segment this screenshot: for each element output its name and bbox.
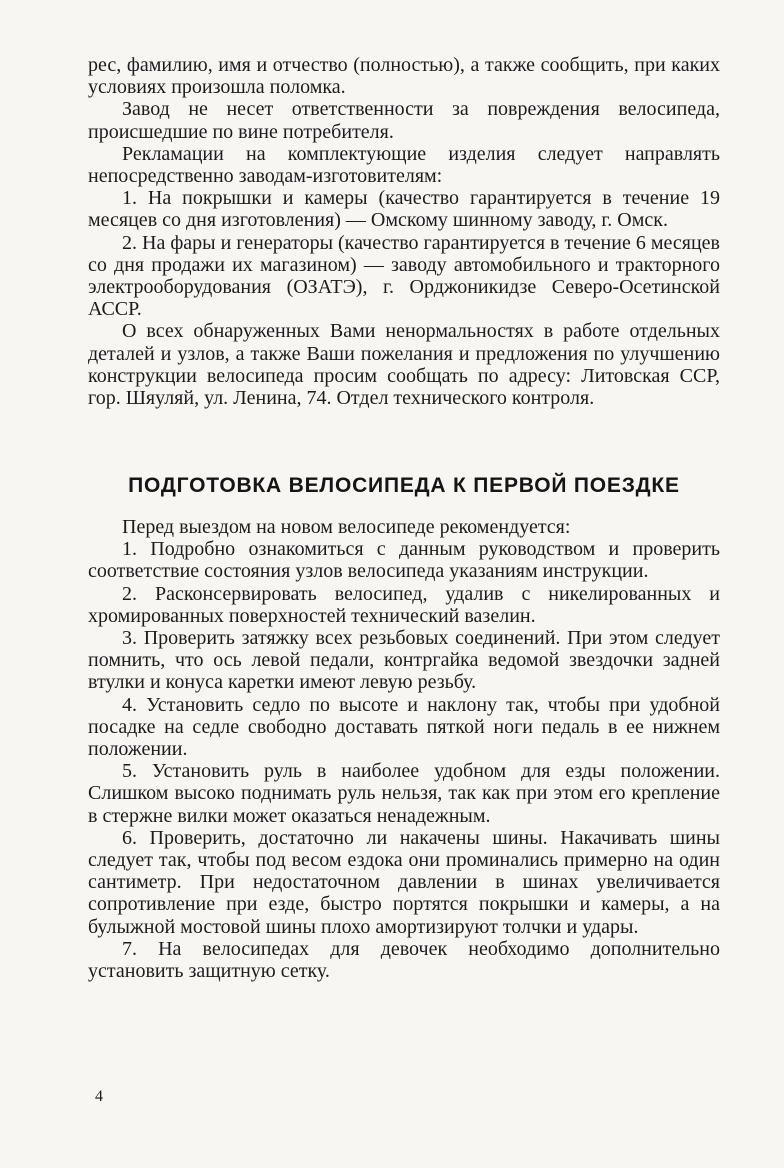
page-number: 4 (95, 1088, 103, 1105)
list-item-adjust-saddle: 4. Установить седло по высоте и наклону так, чтобы при удобной посадке на седле свободно доставать пяткой ноги педаль в ее нижнем положении. (88, 693, 720, 761)
list-item-adjust-handlebar: 5. Установить руль в наиболее удобном для езды положении. Слишком высоко поднимать руль нельзя, так как при этом его крепление в стержне вилки может оказаться ненадежным. (88, 760, 720, 827)
paragraph-preparation-intro: Перед выездом на новом велосипеде рекомендуется: (122, 516, 571, 538)
paragraph-liability: Завод не несет ответственности за повреждения велосипеда, происшедшие по вине потребителя. (88, 98, 720, 143)
paragraph-claims-tires: 1. На покрышки и камеры (качество гарантируется в течение 19 месяцев со дня изготовления) — Омскому шинному заводу, г. Омск. (88, 187, 720, 232)
paragraph-address-continuation: рес, фамилию, имя и отчество (полностью), а также сообщить, при каких условиях произошла поломка. (88, 54, 720, 99)
warranty-section (88, 54, 720, 409)
paragraph-claims-headlights: 2. На фары и генераторы (качество гарантируется в течение 6 месяцев со дня продажи их магазином) — заводу автомобильного и тракторного электрооборудования (ОЗАТЭ), г. Орджоникидзе Северо-Осетинской АССР. (88, 231, 720, 321)
list-item-check-threads: 3. Проверить затяжку всех резьбовых соединений. При этом следует помнить, что ось левой педали, контргайка ведомой звездочки задней втулки и конуса каретки имеют левую резьбу. (88, 627, 720, 694)
list-item-remove-grease: 2. Расконсервировать велосипед, удалив с никелированных и хромированных поверхностей технический вазелин. (88, 582, 720, 627)
list-item-install-guard: 7. На велосипедах для девочек необходимо дополнительно установить защитную сетку. (88, 937, 720, 983)
list-item-read-manual: 1. Подробно ознакомиться с данным руководством и проверить соответствие состояния узлов велосипеда указаниям инструкции. (88, 538, 720, 583)
paragraph-feedback-address: О всех обнаруженных Вами ненормальностях в работе отдельных деталей и узлов, а также Ваши пожелания и предложения по улучшению конструкции велосипеда просим сообщать по адресу: Литовская ССР, гор. Шяуляй, ул. Ленина, 74. Отдел технического контроля. (88, 320, 720, 410)
paragraph-claims-intro: Рекламации на комплектующие изделия следует направлять непосредственно заводам-изготовителям: (88, 142, 720, 188)
section-heading: ПОДГОТОВКА ВЕЛОСИПЕДА К ПЕРВОЙ ПОЕЗДКЕ (128, 474, 680, 497)
preparation-section (88, 516, 720, 982)
list-item-check-tires: 6. Проверить, достаточно ли накачены шины. Накачивать шины следует так, чтобы под весом ездока они проминались примерно на один сантиметр. При недостаточном давлении в шинах увеличивается сопротивление при езде, быстро портятся покрышки и камеры, а на булыжной мостовой шины плохо амортизируют толчки и удары. (88, 826, 720, 938)
